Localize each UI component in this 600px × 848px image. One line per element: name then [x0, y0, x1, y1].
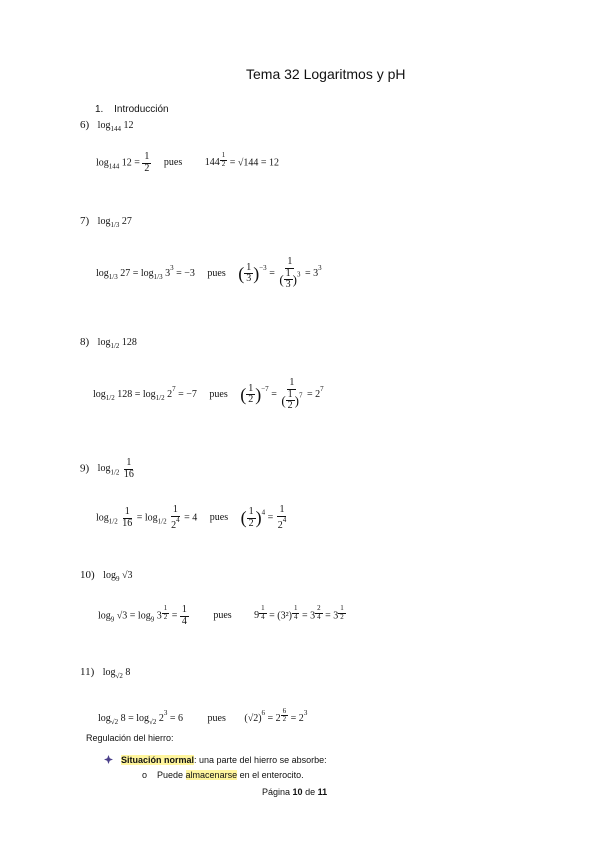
- page-total: 11: [317, 787, 328, 797]
- regulation-heading: Regulación del hierro:: [86, 733, 174, 743]
- regulation-bullet-2: o Puede almacenarse en el enterocito.: [142, 770, 304, 780]
- log-argument: 12: [123, 120, 134, 131]
- exercise-9-heading: 9) $\log_{1/2}$ $\frac{1}{16}$: [80, 457, 134, 480]
- exercise-8-heading: 8) $\log_{1/2} 128$: [80, 336, 137, 350]
- page-number: 10: [292, 787, 303, 797]
- exercise-11-heading: 11) $\log_{√2} 8$: [80, 666, 131, 680]
- exercise-8-solution: $\log_{1/2} 128 = \log_{1/2} 2^7 = -7$ pues ( $\frac{1}{2}$ )$^{-7}$ = 1 ( $\frac{1}{2}$ )$^7$ = $2^7$: [93, 377, 324, 411]
- fraction: $\frac{1}{2}$: [144, 151, 150, 174]
- exercise-number: 6): [80, 119, 90, 131]
- exercise-10-solution: $\log_9 √3 = \log_9 3$ $\frac{1}{2}$ = $\frac{1}{4}$ pues 9 $\frac{1}{4}$ = (3²) $\frac{1}{4}$ = 3 $\frac{2}{4}$ = 3 $\frac{1}{2}$: [98, 604, 344, 627]
- diamond-bullet-icon: [104, 755, 113, 764]
- exercise-7-solution: $\log_{1/3} 27 = \log_{1/3} 3^3 = -3$ pues ( $\frac{1}{3}$ )$^{-3}$ = 1 ( $\frac{1}{3}$ )$^3$ = $3^3$: [96, 256, 322, 290]
- section-number: 1.: [95, 104, 104, 115]
- highlighted-term: Situación normal: [121, 755, 195, 765]
- pues-word: pues: [163, 157, 183, 169]
- exercise-7-heading: 7) $\log_{1/3} 27$: [80, 215, 132, 229]
- section-heading: [95, 104, 169, 115]
- regulation-bullet-1: Situación normal: una parte del hierro se absorbe:: [104, 755, 327, 765]
- page-title: Tema 32 Logaritmos y pH: [246, 66, 406, 82]
- exercise-11-solution: $\log_{√2} 8 = \log_{√2} 2^3 = 6$ pues $(√2)^6 = 2$ $\frac{6}{2}$ = $2^3$: [98, 707, 308, 726]
- page-footer: Página 10 de 11: [262, 787, 328, 797]
- exercise-6-heading: 6) $\log_{144} 12$: [80, 119, 134, 133]
- exercise-9-solution: $\log_{1/2}$ $\frac{1}{16}$ = $\log_{1/2}$ $\frac{1}{2^4}$ = 4 pues ( $\frac{1}{2}$ )$^4$ = $\frac{1}{2^4}$: [96, 504, 287, 531]
- highlighted-term: almacenarse: [185, 770, 238, 780]
- circle-bullet-icon: o: [142, 770, 148, 780]
- log-base: 144: [110, 125, 121, 133]
- section-label: Introducción: [114, 104, 169, 115]
- exercise-6-solution: $\log_{144} 12$ = $\frac{1}{2}$ pues 144 $\frac{1}{2}$ = √144 = 12: [96, 151, 280, 174]
- exercise-10-heading: 10) $\log_9 √3$: [80, 569, 133, 583]
